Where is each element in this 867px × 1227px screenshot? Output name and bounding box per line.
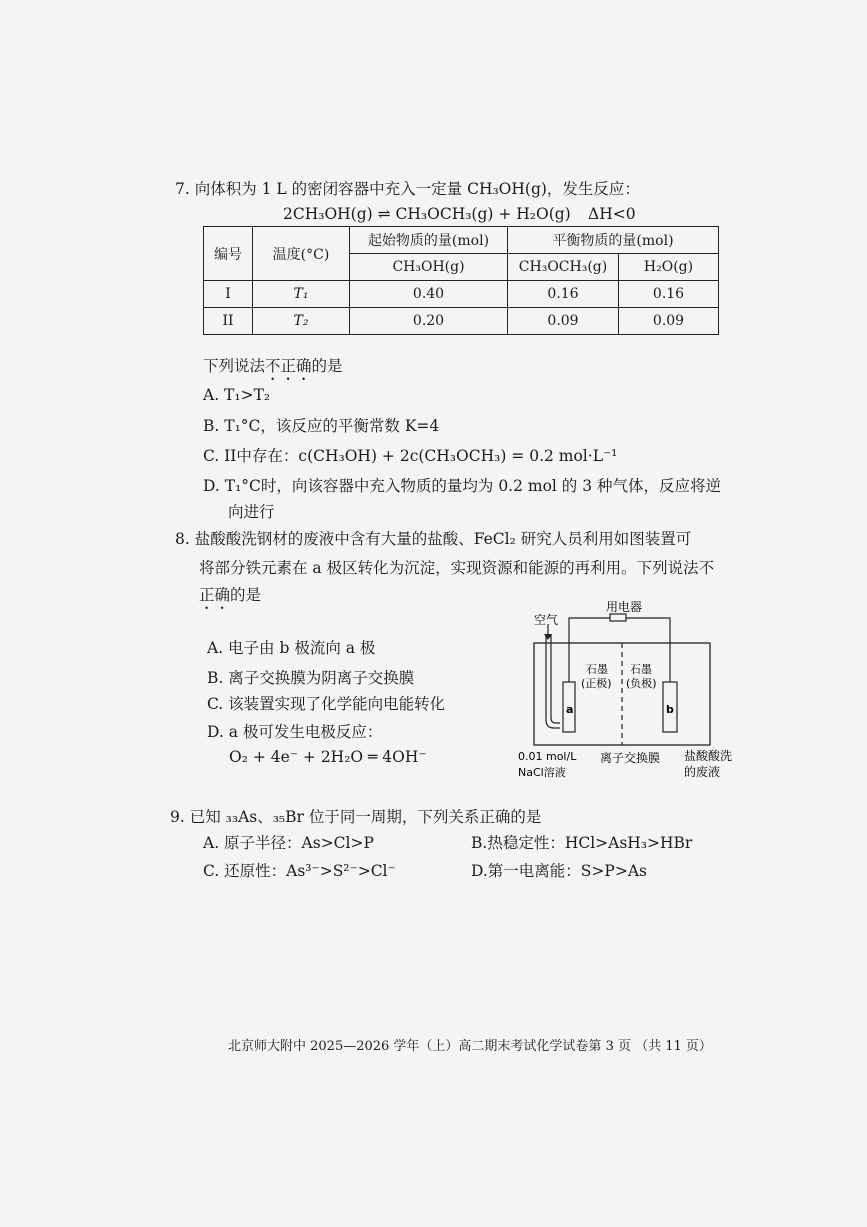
q8-stem-line2: 将部分铁元素在 a 极区转化为沉淀，实现资源和能源的再利用。下列说法不 <box>199 559 715 577</box>
label-nacl-solution: NaCl溶液 <box>518 766 566 779</box>
label-air: 空气 <box>534 613 559 627</box>
cell-number: I <box>204 281 253 308</box>
q7-prompt-part: 的是 <box>311 357 343 375</box>
air-tube-inner <box>551 634 560 723</box>
q8-option-d: D. a 极可发生电极反应： <box>207 723 383 741</box>
q8-option-a: A. 电子由 b 极流向 a 极 <box>207 639 376 657</box>
cell-temp: T₂ <box>253 308 350 335</box>
cell-h2o: 0.09 <box>619 308 719 335</box>
label-membrane: 离子交换膜 <box>600 751 661 765</box>
q8-stem-part: 的是 <box>230 586 262 604</box>
label-electrode-a: a <box>566 703 574 716</box>
cell-ch3oh: 0.40 <box>350 281 508 308</box>
q8-option-b: B. 离子交换膜为阴离子交换膜 <box>207 669 415 687</box>
label-waste-liquid-cont: 的废液 <box>684 765 721 779</box>
q7-stem: 7. 向体积为 1 L 的密闭容器中充入一定量 CH₃OH(g)，发生反应： <box>175 180 640 198</box>
q7-data-table <box>203 226 719 335</box>
header-initial-amount: 起始物质的量(mol) <box>350 227 508 254</box>
page-footer: 北京师大附中 2025—2026 学年（上）高二期末考试化学试卷第 3 页 （共 11 页） <box>228 1039 712 1054</box>
cell-number: II <box>204 308 253 335</box>
header-ch3oh: CH₃OH(g) <box>350 254 508 281</box>
header-temperature: 温度(°C) <box>253 227 350 281</box>
q7-option-b: B. T₁°C，该反应的平衡常数 K=4 <box>203 417 440 435</box>
label-pos-electrode: (正极) <box>581 677 612 690</box>
label-waste-liquid: 盐酸酸洗 <box>684 749 733 763</box>
q9-stem: 9. 已知 ₃₃As、₃₅Br 位于同一周期，下列关系正确的是 <box>170 808 542 826</box>
q9-option-a: A. 原子半径：As>Cl>P <box>203 834 374 852</box>
q7-option-a: A. T₁>T₂ <box>203 386 271 404</box>
header-ch3och3: CH₃OCH₃(g) <box>508 254 619 281</box>
q7-equation: 2CH₃OH(g) ⇌ CH₃OCH₃(g) + H₂O(g) <box>283 205 571 223</box>
q8-cell-diagram <box>510 596 760 786</box>
table-row <box>204 281 719 308</box>
q8-option-d-equation: O₂ + 4e⁻ + 2H₂O ═ 4OH⁻ <box>229 748 427 766</box>
label-graphite-pos: 石墨 <box>586 663 608 676</box>
cell-ch3och3: 0.09 <box>508 308 619 335</box>
q8-stem-emphasis: 正确 <box>199 586 231 604</box>
q7-option-d-cont: 向进行 <box>228 503 275 521</box>
label-graphite-neg: 石墨 <box>630 663 652 676</box>
label-appliance: 用电器 <box>606 600 643 614</box>
table-row <box>204 308 719 335</box>
q7-delta-h: ΔH<0 <box>588 205 636 223</box>
cell-temp: T₁ <box>253 281 350 308</box>
q8-stem-line1: 8. 盐酸酸洗钢材的废液中含有大量的盐酸、FeCl₂ 研究人员利用如图装置可 <box>175 530 692 548</box>
cell-ch3och3: 0.16 <box>508 281 619 308</box>
label-nacl-concentration: 0.01 mol/L <box>518 750 577 763</box>
q7-option-d: D. T₁°C时，向该容器中充入物质的量均为 0.2 mol 的 3 种气体，反应将逆 <box>203 477 722 495</box>
header-number: 编号 <box>204 227 253 281</box>
label-neg-electrode: (负极) <box>626 677 657 690</box>
q7-prompt <box>203 354 343 384</box>
label-electrode-b: b <box>666 703 674 716</box>
q8-option-c: C. 该装置实现了化学能向电能转化 <box>207 695 446 713</box>
cell-h2o: 0.16 <box>619 281 719 308</box>
cell-ch3oh: 0.20 <box>350 308 508 335</box>
q7-option-c: C. II中存在：c(CH₃OH) + 2c(CH₃OCH₃) = 0.2 mol·L⁻¹ <box>203 447 618 465</box>
q8-stem-line3 <box>199 583 261 613</box>
appliance-icon <box>610 614 626 621</box>
header-equilibrium-amount: 平衡物质的量(mol) <box>508 227 719 254</box>
q9-option-c: C. 还原性：As³⁻>S²⁻>Cl⁻ <box>203 862 396 880</box>
q9-option-b: B.热稳定性：HCl>AsH₃>HBr <box>471 834 693 852</box>
header-h2o: H₂O(g) <box>619 254 719 281</box>
q7-prompt-part: 下列说法 <box>203 357 266 375</box>
tank <box>534 643 710 745</box>
q9-option-d: D.第一电离能：S>P>As <box>471 862 647 880</box>
q7-prompt-emphasis: 不正确 <box>265 357 312 375</box>
air-tube <box>546 634 560 728</box>
